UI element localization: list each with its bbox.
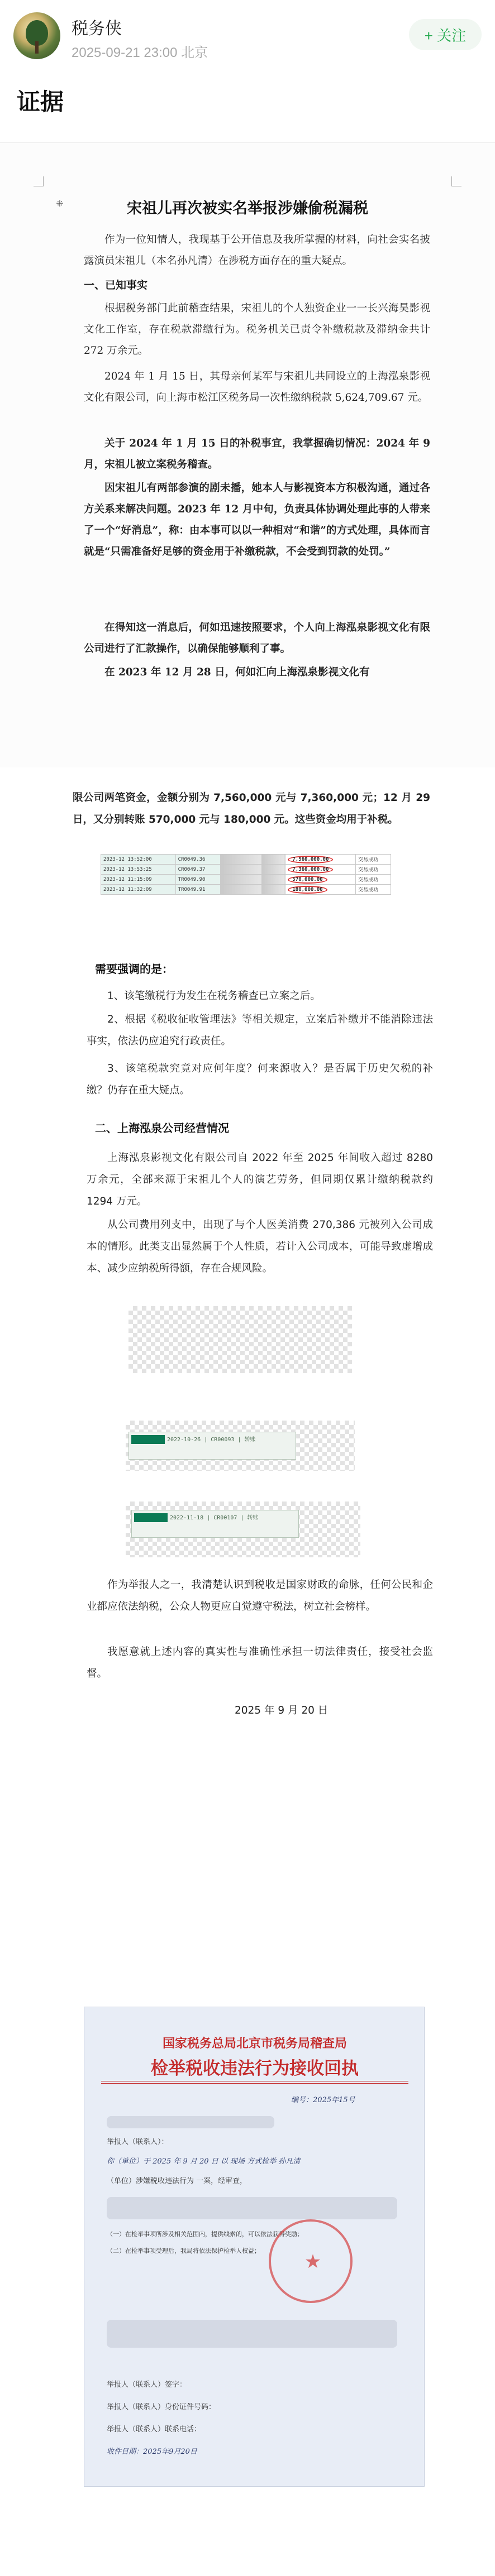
row-status: 交易成功 — [356, 855, 391, 865]
doc-paragraph: 在得知这一消息后，何如迅速按照要求，个人向上海泓泉影视文化有限公司进行了汇款操作，以确保能够顺利了事。 — [84, 622, 430, 655]
redacted-cell — [221, 855, 261, 865]
slip-mark — [134, 1513, 168, 1522]
doc-title: 宋祖儿再次被实名举报涉嫌偷税漏税 — [127, 200, 368, 217]
redacted-cell — [261, 855, 285, 865]
doc-paragraph: 关于 2024 年 1 月 15 日的补税事宜，我掌握确切情况：2024 年 9 月，宋祖儿被立案税务稽查。 — [84, 438, 430, 471]
crop-mark — [34, 176, 44, 186]
row-code: CR0049.37 — [175, 865, 221, 875]
redacted-cell — [221, 865, 261, 875]
row-status: 交易成功 — [356, 875, 391, 885]
post-header — [0, 0, 495, 78]
receipt-line: 举报人（联系人）联系电话： — [107, 2425, 202, 2434]
follow-button[interactable]: + 关注 — [409, 19, 482, 50]
doc-paragraph: 2、根据《税收征收管理法》等相关规定，立案后补缴并不能消除违法事实，依法仍应追究行政责任。 — [87, 1014, 433, 1047]
row-amount: 7,560,000.00 — [285, 855, 356, 865]
redacted-band — [107, 2197, 397, 2219]
redacted-cell — [221, 875, 261, 885]
avatar[interactable] — [13, 12, 60, 59]
receipt-divider — [101, 2083, 408, 2084]
doc-paragraph: 作为举报人之一，我清楚认识到税收是国家财政的命脉，任何公民和企业都应依法纳税，公众人物更应自觉遵守税法，树立社会榜样。 — [87, 1579, 433, 1613]
table-row — [101, 885, 391, 895]
doc-paragraph: 我愿意就上述内容的真实性与准确性承担一切法律责任，接受社会监督。 — [87, 1646, 433, 1680]
doc-paragraph: 上海泓泉影视文化有限公司自 2022 年至 2025 年间收入超过 8280 万余元，全部来源于宋祖儿个人的演艺劳务，但同期仅累计缴纳税款约 1294 万元。 — [87, 1152, 433, 1207]
receipt-line: 举报人（联系人）： — [107, 2138, 169, 2146]
receipt-image[interactable] — [84, 2007, 425, 2487]
row-status: 交易成功 — [356, 885, 391, 895]
doc-paragraph: 在 2023 年 12 月 28 日，何如汇向上海泓泉影视文化有 — [104, 666, 370, 678]
receipt-line: （二）在检举事项受理后，我局将依法保护检举人权益； — [107, 2247, 260, 2254]
receipt-number: 编号：2025年15号 — [291, 2096, 355, 2104]
table-row — [101, 865, 391, 875]
bank-transfer-table — [101, 854, 391, 895]
redacted-image — [128, 1306, 352, 1373]
redacted-cell — [261, 875, 285, 885]
doc-date: 2025 年 9 月 20 日 — [235, 1705, 329, 1716]
redacted-cell — [261, 885, 285, 895]
doc-paragraph: 2024 年 1 月 15 日，其母亲何某军与宋祖儿共同设立的上海泓泉影视文化有限公司，向上海市松江区税务局一次性缴纳税款 5,624,709.67 元。 — [84, 371, 430, 404]
avatar-trunk-icon — [35, 41, 39, 54]
doc-heading: 需要强调的是： — [95, 962, 173, 976]
doc-heading: 二、上海泓泉公司经营情况 — [95, 1121, 229, 1135]
official-stamp — [269, 2219, 353, 2303]
doc-paragraph: 因宋祖儿有两部参演的剧未播，她本人与影视资本方积极沟通，通过各方关系来解决问题。2023 年 12 月中旬，负责具体协调处理此事的人带来了一个“好消息”，称：由本事可以以一种相对“和谐”的方式处理，具体而言就是“只需准备好足够的资金用于补缴税款，不会受到罚款的处罚。” — [84, 482, 430, 558]
receipt-line: 你（单位）于 2025 年 9 月 20 日 以 现场 方式检举 孙凡清 — [107, 2157, 301, 2166]
redacted-band — [107, 2320, 397, 2348]
redacted-band — [107, 2116, 274, 2128]
bank-slip: 2022-11-18 | CR00107 | 转账 — [131, 1510, 299, 1538]
doc-paragraph: 1、该笔缴税行为发生在税务稽查已立案之后。 — [107, 990, 321, 1002]
redacted-cell — [221, 885, 261, 895]
stamp-star-icon: ★ — [304, 2251, 322, 2273]
bank-slip: 2022-10-26 | CR00093 | 转账 — [128, 1432, 296, 1460]
slip-mark — [131, 1435, 165, 1444]
doc-paragraph: 根据税务部门此前稽查结果，宋祖儿的个人独资企业一一长兴海昊影视文化工作室，存在税款滞缴行为。税务机关已责令补缴税款及滞纳金共计 272 万余元。 — [84, 303, 430, 357]
receipt-line: （一）在检举事项所涉及相关范围内，提供线索的，可以依法获得奖励； — [107, 2230, 303, 2238]
doc-paragraph: 限公司两笔资金，金额分别为 7,560,000 元与 7,360,000 元；12 月 29 日，又分别转账 570,000 元与 180,000 元。这些资金均用于补税。 — [73, 792, 430, 826]
doc-paragraph: 从公司费用列支中，出现了与个人医美消费 270,386 元被列入公司成本的情形。此类支出显然属于个人性质，若计入公司成本，可能导致虚增成本、减少应纳税所得额，存在合规风险。 — [87, 1219, 433, 1274]
receipt-line: 举报人（联系人）身份证件号码： — [107, 2403, 216, 2411]
row-amount: 570,000.00 — [285, 875, 356, 885]
receipt-agency: 国家税务总局北京市税务局稽查局 — [162, 2036, 347, 2051]
row-date: 2023-12 11:15:09 — [101, 875, 176, 885]
redacted-cell — [261, 865, 285, 875]
username[interactable]: 税务侠 — [72, 20, 122, 38]
doc-heading: 一、已知事实 — [84, 279, 148, 291]
table-row — [101, 875, 391, 885]
receipt-line: 举报人（联系人）签字： — [107, 2381, 187, 2389]
row-date: 2023-12 13:52:00 — [101, 855, 176, 865]
move-handle-icon: ⁜ — [56, 198, 64, 209]
receipt-title: 检举税收违法行为接收回执 — [151, 2059, 359, 2079]
row-code: TR0049.91 — [175, 885, 221, 895]
row-date: 2023-12 13:53:25 — [101, 865, 176, 875]
section-title: 证据 — [17, 89, 64, 115]
post-meta: 2025-09-21 23:00 北京 — [72, 45, 208, 60]
row-amount: 180,000.00 — [285, 885, 356, 895]
row-status: 交易成功 — [356, 865, 391, 875]
document-image-2[interactable] — [0, 779, 495, 1884]
table-row — [101, 855, 391, 865]
receipt-line: （单位）涉嫌税收违法行为 一案，经审查， — [107, 2177, 248, 2185]
doc-paragraph: 作为一位知情人，我现基于公开信息及我所掌握的材料，向社会实名披露演员宋祖儿（本名孙凡清）在涉税方面存在的重大疑点。 — [84, 234, 430, 267]
row-code: CR0049.36 — [175, 855, 221, 865]
receipt-line: 收件日期：2025年9月20日 — [107, 2448, 197, 2456]
row-code: TR0049.90 — [175, 875, 221, 885]
document-image-1[interactable] — [0, 142, 495, 767]
row-date: 2023-12 11:32:09 — [101, 885, 176, 895]
row-amount: 7,360,000.00 — [285, 865, 356, 875]
doc-paragraph: 3、该笔税款究竟对应何年度？何来源收入？是否属于历史欠税的补缴？仍存在重大疑点。 — [87, 1063, 433, 1096]
crop-mark — [451, 176, 461, 186]
